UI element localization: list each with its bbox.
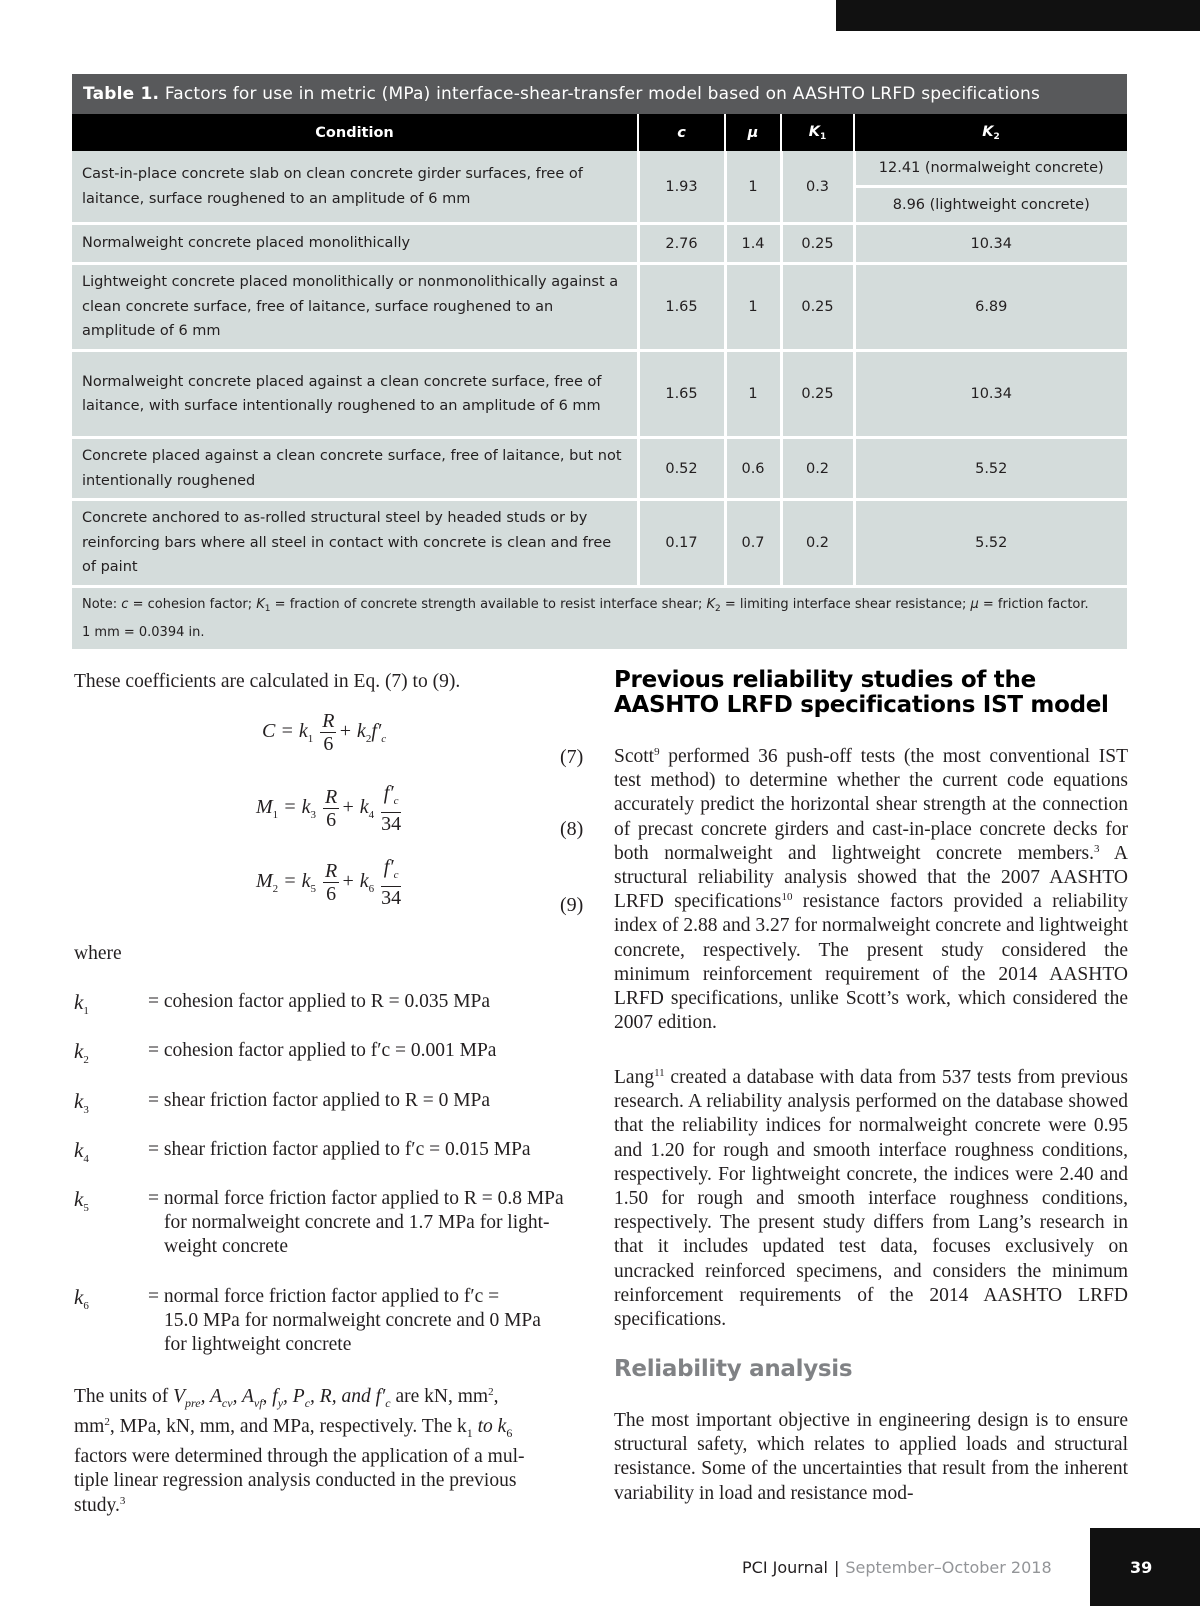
c-cell: 1.65 xyxy=(638,351,725,438)
c-cell: 0.52 xyxy=(638,438,725,500)
equation-9-number: (9) xyxy=(560,894,584,916)
k2-cell: 5.52 xyxy=(854,438,1127,500)
table-row xyxy=(72,264,1127,351)
footer-separator: | xyxy=(833,1558,840,1577)
condition-cell: Lightweight concrete placed monolithically or nonmonolithically against a clean concrete surface, free of laitance, surface roughened to an amplitude of 6 mm xyxy=(72,264,638,351)
factors-table xyxy=(72,74,1127,649)
issue-date: September–October 2018 xyxy=(845,1558,1052,1577)
k1-cell: 0.25 xyxy=(781,264,854,351)
mu-cell: 0.7 xyxy=(725,500,781,587)
header-condition: Condition xyxy=(72,114,638,151)
header-mu: μ xyxy=(725,114,781,151)
units-paragraph: The units of $V_{pre}$, $A_{cv}$, $A_{vf}$, $f_y$, $P_c$, R, and $f'_c$ are kN, $mm^2$, $mm^2$, MPa, kN, mm, and MPa, respectively. The $k_1$ to $k_6$ factors were determined through the application of a mul- tiple linear regression analysis conducted in the previous study.$^3$ xyxy=(74,1386,525,1516)
equation-8-number: (8) xyxy=(560,818,584,840)
equation-7: $C = k_1$ $\frac{R}{6}$ + $k_2f'_c$ xyxy=(262,710,387,755)
c-cell: 1.65 xyxy=(638,264,725,351)
k2-cell-lightweight: 8.96 (lightweight concrete) xyxy=(854,187,1127,224)
table-row xyxy=(72,151,1127,187)
mu-cell: 1 xyxy=(725,264,781,351)
heading-reliability-analysis: Reliability analysis xyxy=(614,1356,853,1382)
k2-cell: 5.52 xyxy=(854,500,1127,587)
k2-cell-normalweight: 12.41 (normalweight concrete) xyxy=(854,151,1127,187)
k2-cell: 10.34 xyxy=(854,351,1127,438)
equation-9: $M_2 = k_5$ $\frac{R}{6}$ + $k_6$ $\frac{f'_c}{34}$ xyxy=(256,856,402,909)
mu-cell: 1 xyxy=(725,351,781,438)
table-row xyxy=(72,351,1127,438)
k2-cell: 6.89 xyxy=(854,264,1127,351)
heading-previous-studies: Previous reliability studies of the AASHTO LRFD specifications IST model xyxy=(614,667,1109,718)
equation-8: $M_1 = k_3$ $\frac{R}{6}$ + $k_4$ $\frac{f'_c}{34}$ xyxy=(256,782,402,835)
table-caption xyxy=(72,74,1127,114)
k2-cell: 10.34 xyxy=(854,224,1127,264)
paragraph-lang: Lang$^{11}$ created a database with data from 537 tests from previous research. A reliability analysis performed on the database showed that the reliability indices for normalweight concrete were 0.95 and 1.20 for rough and smooth interface roughness conditions, respectively. For lightweight concrete, the indices were 2.40 and 1.50 for rough and smooth interface roughness conditions, respectively. The present study differs from Lang’s research in that it includes updated test data, focuses exclusively on uncracked reinforced specimens, and considers the minimum reinforcement requirements of the 2014 AASHTO LRFD specifications. xyxy=(614,1067,1128,1331)
header-k2: $K_2$ xyxy=(854,114,1127,151)
condition-cell: Concrete placed against a clean concrete surface, free of laitance, but not intentionally roughened xyxy=(72,438,638,500)
k1-cell: 0.3 xyxy=(781,151,854,224)
k1-cell: 0.2 xyxy=(781,500,854,587)
header-c: c xyxy=(638,114,725,151)
table-note: Note: c = cohesion factor; $K_1$ = fraction of concrete strength available to resist interface shear; $K_2$ = limiting interface shear resistance; μ = friction factor. 1 mm = 0.0394 in. xyxy=(72,588,1127,649)
equation-7-number: (7) xyxy=(560,746,584,768)
mu-cell: 0.6 xyxy=(725,438,781,500)
table-row xyxy=(72,438,1127,500)
where-label: where xyxy=(74,943,122,964)
k1-cell: 0.2 xyxy=(781,438,854,500)
table-row xyxy=(72,500,1127,587)
c-cell: 1.93 xyxy=(638,151,725,224)
header-tab xyxy=(836,0,1200,31)
intro-text: These coefficients are calculated in Eq. (7) to (9). xyxy=(74,671,461,692)
table-note-conversion: 1 mm = 0.0394 in. xyxy=(82,625,205,640)
footer-journal xyxy=(742,1558,1052,1577)
paragraph-scott: Scott$^9$ performed 36 push-off tests (the most conventional IST test method) to determine whether the current code equations accurately predict the horizontal shear strength at the connection of precast concrete girders and cast-in-place concrete decks for both normalweight and lightweight concrete members.$^3$ A structural reliability analysis showed that the 2007 AASHTO LRFD specifications$^{10}$ resistance factors provided a reliability index of 2.88 and 3.27 for normalweight concrete and lightweight concrete, respectively. The present study considered the minimum reinforcement requirement of the 2014 AASHTO LRFD specifications, unlike Scott’s work, which considered the 2007 edition. xyxy=(614,746,1128,1034)
mu-cell: 1.4 xyxy=(725,224,781,264)
condition-cell: Cast-in-place concrete slab on clean concrete girder surfaces, free of laitance, surface roughened to an amplitude of 6 mm xyxy=(72,151,638,224)
k1-cell: 0.25 xyxy=(781,351,854,438)
table-caption-text: Factors for use in metric (MPa) interface-shear-transfer model based on AASHTO LRFD specifications xyxy=(164,84,1041,104)
table-body xyxy=(72,114,1127,588)
table-caption-label: Table 1. xyxy=(83,84,160,104)
journal-name: PCI Journal xyxy=(742,1558,828,1577)
condition-cell: Normalweight concrete placed against a clean concrete surface, free of laitance, with surface intentionally roughened to an amplitude of 6 mm xyxy=(72,351,638,438)
page-number: 39 xyxy=(1130,1558,1153,1577)
k1-cell: 0.25 xyxy=(781,224,854,264)
table-header-row xyxy=(72,114,1127,151)
condition-cell: Concrete anchored to as-rolled structural steel by headed studs or by reinforcing bars where all steel in contact with concrete is clean and free of paint xyxy=(72,500,638,587)
c-cell: 0.17 xyxy=(638,500,725,587)
table-row xyxy=(72,224,1127,264)
paragraph-reliability: The most important objective in engineering design is to ensure structural safety, which relates to applied loads and structural resistance. Some of the uncertainties that result from the inherent variability in load and resistance mod- xyxy=(614,1410,1128,1504)
c-cell: 2.76 xyxy=(638,224,725,264)
condition-cell: Normalweight concrete placed monolithically xyxy=(72,224,638,264)
mu-cell: 1 xyxy=(725,151,781,224)
header-k1: $K_1$ xyxy=(781,114,854,151)
